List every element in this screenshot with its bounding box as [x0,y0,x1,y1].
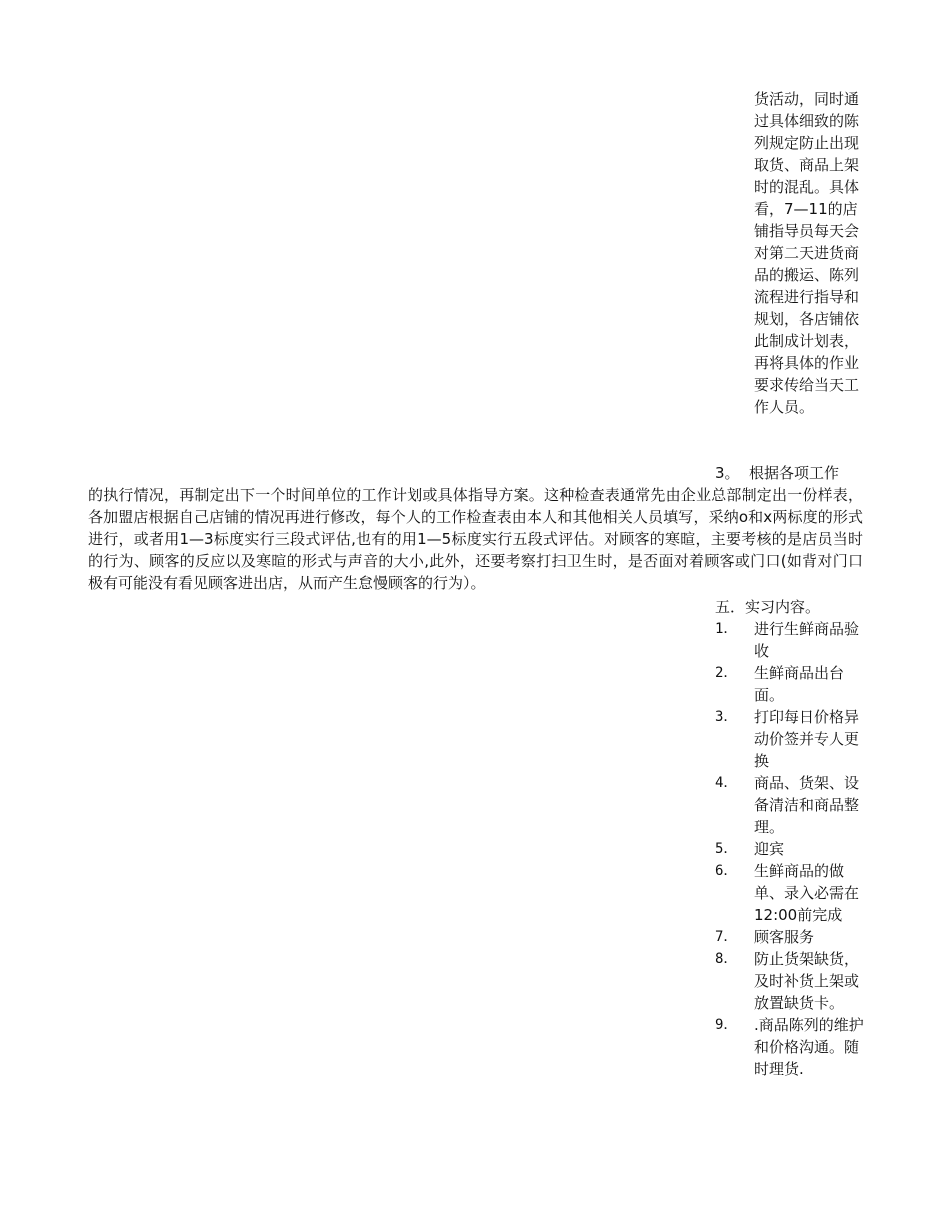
item-3-heading [715,462,839,484]
list-item [715,662,865,706]
list-item-number: 5． [715,841,738,857]
list-item-text: 防止货架缺货，及时补货上架或放置缺货卡。 [754,950,860,1012]
list-item [715,706,865,772]
list-item-number: 6． [715,863,738,879]
list-item-text: 顾客服务 [754,928,815,946]
list-item-number: 2． [715,665,738,681]
list-item [715,1014,865,1080]
list-item-number: 1． [715,621,738,637]
checklist-paragraph: 的执行情况，再制定出下一个时间单位的工作计划或具体指导方案。这种检查表通常先由企业总部制定出一份样表，各加盟店根据自己店铺的情况再进行修改，每个人的工作检查表由本人和其他相关人员填写，采纳o和x两标度的形式进行，或者用1—3标度实行三段式评估,也有的用1—5标度实行五段式评估。对顾客的寒暄，主要考核的是店员当时的行为、顾客的反应以及寒暄的形式与声音的大小,此外，还要考察打扫卫生时，是否面对着顾客或门口(如背对门口极有可能没有看见顾客进出店，从而产生怠慢顾客的行为）。 [88,486,863,592]
list-item [715,926,865,948]
internship-task-list [715,618,865,1080]
list-item-text: .商品陈列的维护和价格沟通。随时理货. [754,1016,864,1078]
list-item-text: 进行生鲜商品验收 [754,620,860,660]
list-item-text: 打印每日价格异动价签并专人更换 [754,708,860,770]
list-item-number: 7． [715,929,738,945]
continued-paragraph: 货活动，同时通过具体细致的陈列规定防止出现取货、商品上架时的混乱。具体看，7—11的店铺指导员每天会对第二天进货商品的搬运、陈列流程进行指导和规划，各店铺依此制成计划表，再将具体的作业要求传给当天工作人员。 [754,90,860,416]
list-item [715,772,865,838]
item-3-lead-text: 根据各项工作 [749,464,840,482]
item-3-number: 3。 [715,464,740,482]
list-item-text: 商品、货架、设备清洁和商品整理。 [754,774,860,836]
list-item-text: 生鲜商品出台面。 [754,664,845,704]
list-item [715,948,865,1014]
list-item [715,838,865,860]
section-title-internship-content: 五．实习内容。 [715,598,821,616]
list-item-number: 9． [715,1017,738,1033]
list-item-number: 8． [715,951,738,967]
list-item-number: 3． [715,709,738,725]
list-item-text: 迎宾 [754,840,785,858]
list-item-text: 生鲜商品的做单、录入必需在12:00前完成 [754,862,860,924]
list-item [715,618,865,662]
list-item [715,860,865,926]
list-item-number: 4． [715,775,738,791]
